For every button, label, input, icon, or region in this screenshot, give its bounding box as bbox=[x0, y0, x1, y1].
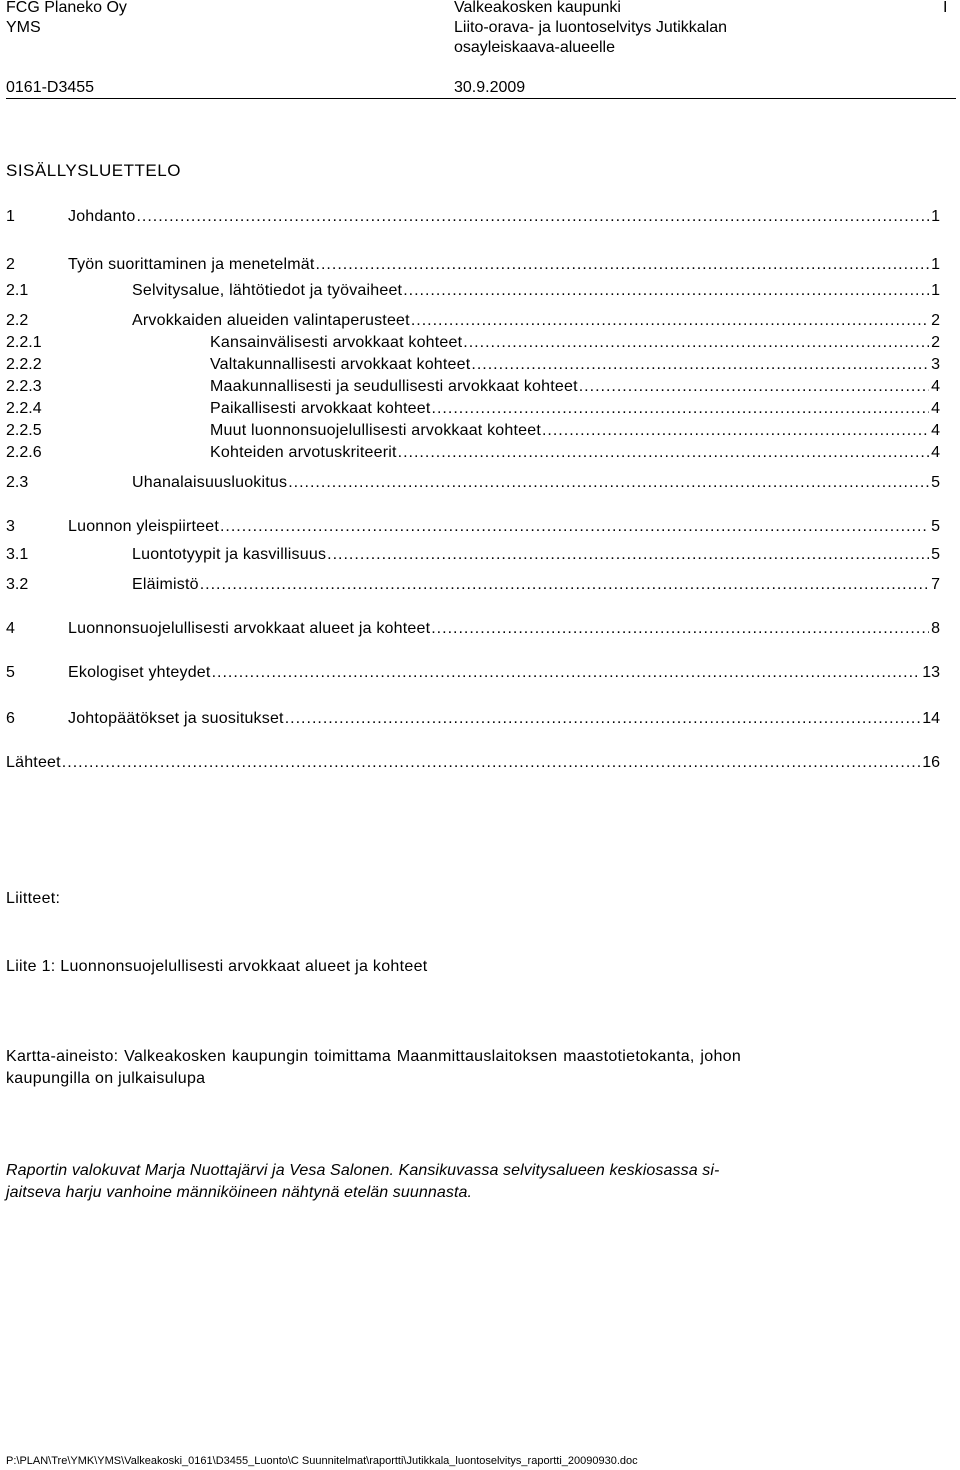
toc-entry-number: 2.2.6 bbox=[6, 444, 42, 461]
toc-entry-page: 7 bbox=[929, 574, 940, 596]
toc-entry-title: Valtakunnallisesti arvokkaat kohteet bbox=[210, 354, 471, 376]
map-source-line1: Kartta-aineisto: Valkeakosken kaupungin toimittama Maanmittauslaitoksen maastotietokanta, johon bbox=[6, 1048, 742, 1065]
toc-entry-number: 1 bbox=[6, 208, 15, 225]
toc-dot-leader bbox=[579, 376, 929, 398]
toc-entry-title: Johdanto bbox=[68, 206, 136, 228]
toc-dot-leader bbox=[411, 310, 929, 332]
toc-entry bbox=[0, 254, 960, 276]
header-divider bbox=[6, 98, 956, 99]
toc-entry-number: 3.1 bbox=[6, 546, 29, 563]
toc-entry bbox=[0, 752, 960, 774]
toc-entry-number: 2.2.4 bbox=[6, 400, 42, 417]
toc-entry bbox=[0, 310, 960, 332]
toc-entry bbox=[0, 376, 960, 398]
toc-entry bbox=[0, 398, 960, 420]
toc-entry-number: 4 bbox=[6, 620, 15, 637]
toc-entry-page: 5 bbox=[929, 516, 940, 538]
toc-entry bbox=[0, 618, 960, 640]
toc-dot-leader bbox=[327, 544, 929, 566]
toc-entry-title: Eläimistö bbox=[132, 574, 200, 596]
toc-entry-title: Työn suorittaminen ja menetelmät bbox=[68, 254, 316, 276]
toc-entry-page: 3 bbox=[929, 354, 940, 376]
company-name: FCG Planeko Oy bbox=[6, 0, 127, 16]
photo-credit-line1: Raportin valokuvat Marja Nuottajärvi ja Vesa Salonen. Kansikuvassa selvitysalueen keskiosassa si- bbox=[6, 1162, 720, 1179]
toc-entry-title: Selvitysalue, lähtötiedot ja työvaiheet bbox=[132, 280, 403, 302]
toc-entry bbox=[0, 280, 960, 302]
document-date: 30.9.2009 bbox=[454, 79, 526, 96]
toc-dot-leader bbox=[463, 332, 929, 354]
client-name: Valkeakosken kaupunki bbox=[454, 0, 621, 16]
toc-dot-leader bbox=[212, 662, 921, 684]
toc-entry-page: 16 bbox=[920, 752, 940, 774]
toc-entry-title: Muut luonnonsuojelullisesti arvokkaat kohteet bbox=[210, 420, 542, 442]
toc-entry-page: 8 bbox=[929, 618, 940, 640]
toc-entry bbox=[0, 354, 960, 376]
company-unit: YMS bbox=[6, 19, 41, 36]
toc-dot-leader bbox=[403, 280, 929, 302]
toc-entry-number: 3 bbox=[6, 518, 15, 535]
toc-entry-page: 1 bbox=[929, 254, 940, 276]
file-path-footer: P:\PLAN\Tre\YMK\YMS\Valkeakoski_0161\D3455_Luonto\C Suunnitelmat\raportti\Jutikkala_luontoselvitys_raportti_20090930.doc bbox=[6, 1455, 638, 1467]
toc-entry-page: 4 bbox=[929, 420, 940, 442]
toc-entry-page: 13 bbox=[920, 662, 940, 684]
toc-title: SISÄLLYSLUETTELO bbox=[6, 161, 181, 180]
toc-entry-title: Luonnon yleispiirteet bbox=[68, 516, 220, 538]
toc-entry-title: Kohteiden arvotuskriteerit bbox=[210, 442, 398, 464]
toc-entry-page: 4 bbox=[929, 442, 940, 464]
toc-entry-number: 2.3 bbox=[6, 474, 29, 491]
toc-dot-leader bbox=[220, 516, 929, 538]
map-source-line2: kaupungilla on julkaisulupa bbox=[6, 1070, 206, 1087]
toc-entry bbox=[0, 442, 960, 464]
document-number: 0161-D3455 bbox=[6, 79, 95, 96]
toc-entry-number: 2.2.2 bbox=[6, 356, 42, 373]
toc-entry-title: Arvokkaiden alueiden valintaperusteet bbox=[132, 310, 411, 332]
project-title-line2: osayleiskaava-alueelle bbox=[454, 39, 615, 56]
toc-entry-page: 4 bbox=[929, 398, 940, 420]
toc-dot-leader bbox=[398, 442, 929, 464]
page-marker: I bbox=[943, 0, 948, 16]
toc-entry-number: 3.2 bbox=[6, 576, 29, 593]
toc-dot-leader bbox=[542, 420, 929, 442]
toc-entry-number: 2.2.1 bbox=[6, 334, 42, 351]
toc-entry-title: Ekologiset yhteydet bbox=[68, 662, 212, 684]
toc-entry-page: 14 bbox=[920, 708, 940, 730]
toc-entry-title: Luontotyypit ja kasvillisuus bbox=[132, 544, 327, 566]
toc-entry-title: Johtopäätökset ja suositukset bbox=[68, 708, 285, 730]
toc-entry-number: 2.2.3 bbox=[6, 378, 42, 395]
photo-credit-line2: jaitseva harju vanhoine männiköineen nähtynä etelän suunnasta. bbox=[6, 1184, 473, 1201]
toc-dot-leader bbox=[288, 472, 929, 494]
toc-entry-page: 1 bbox=[929, 280, 940, 302]
toc-dot-leader bbox=[471, 354, 929, 376]
toc-dot-leader bbox=[316, 254, 930, 276]
toc-dot-leader bbox=[285, 708, 920, 730]
toc-entry-page: 2 bbox=[929, 310, 940, 332]
toc-entry bbox=[0, 574, 960, 596]
toc-entry-page: 1 bbox=[929, 206, 940, 228]
toc-dot-leader bbox=[432, 398, 930, 420]
toc-entry bbox=[0, 420, 960, 442]
appendix-item: Liite 1: Luonnonsuojelullisesti arvokkaat alueet ja kohteet bbox=[6, 958, 428, 975]
toc-dot-leader bbox=[136, 206, 929, 228]
toc-entry-title: Paikallisesti arvokkaat kohteet bbox=[210, 398, 432, 420]
toc-dot-leader bbox=[200, 574, 929, 596]
appendix-heading: Liitteet: bbox=[6, 890, 61, 907]
project-title-line1: Liito-orava- ja luontoselvitys Jutikkalan bbox=[454, 19, 728, 36]
toc-entry bbox=[0, 708, 960, 730]
toc-entry bbox=[0, 332, 960, 354]
toc-entry-number: 2.2 bbox=[6, 312, 29, 329]
toc-entry-number: 2.2.5 bbox=[6, 422, 42, 439]
toc-entry-number: 2.1 bbox=[6, 282, 29, 299]
toc-entry-title: Luonnonsuojelullisesti arvokkaat alueet ja kohteet bbox=[68, 618, 431, 640]
toc-entry-page: 2 bbox=[929, 332, 940, 354]
toc-entry bbox=[0, 662, 960, 684]
toc-entry-page: 5 bbox=[929, 472, 940, 494]
toc-entry bbox=[0, 472, 960, 494]
toc-dot-leader bbox=[62, 752, 920, 774]
toc-entry-number: 6 bbox=[6, 710, 15, 727]
toc-entry-number: 5 bbox=[6, 664, 15, 681]
toc-entry bbox=[0, 516, 960, 538]
toc-entry bbox=[0, 544, 960, 566]
toc-entry-page: 5 bbox=[929, 544, 940, 566]
toc-entry-title: Lähteet bbox=[6, 752, 62, 774]
toc-entry-title: Uhanalaisuusluokitus bbox=[132, 472, 288, 494]
toc-entry-title: Maakunnallisesti ja seudullisesti arvokkaat kohteet bbox=[210, 376, 579, 398]
toc-entry bbox=[0, 206, 960, 228]
toc-entry-page: 4 bbox=[929, 376, 940, 398]
toc-entry-number: 2 bbox=[6, 256, 15, 273]
toc-entry-title: Kansainvälisesti arvokkaat kohteet bbox=[210, 332, 463, 354]
toc-dot-leader bbox=[431, 618, 929, 640]
